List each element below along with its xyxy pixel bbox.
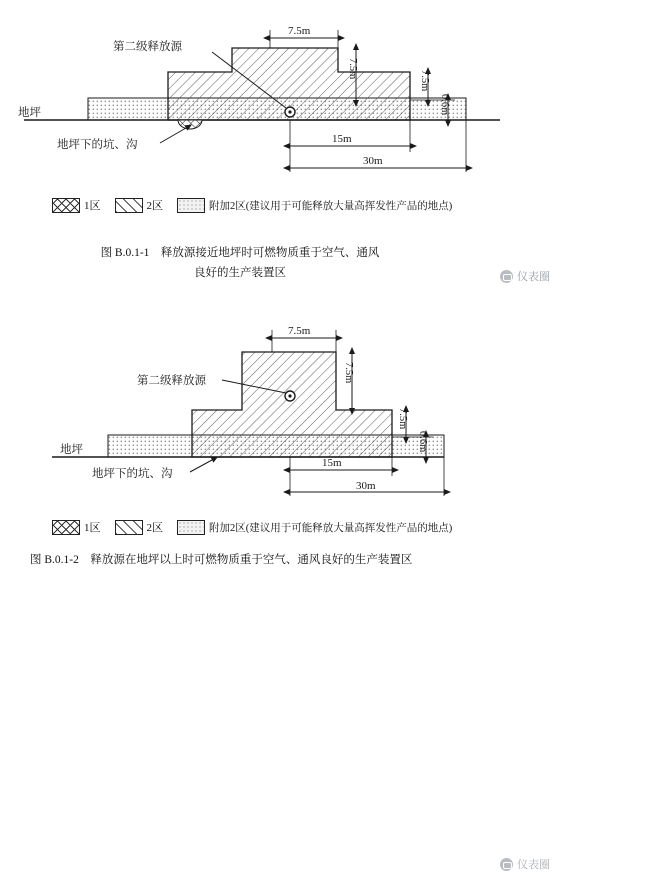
legend-swatch-zone2-extra-icon xyxy=(177,198,205,213)
figure-2-dim-right-outer: 7.5m xyxy=(397,408,408,430)
figure-1-dim-top: 7.5m xyxy=(288,25,311,37)
figure-2-caption-line1: 图 B.0.1-2 释放源在地坪以上时可燃物质重于空气、通风良好的生产装置区 xyxy=(30,554,413,566)
figure-2-dim-right-low: 0.6m xyxy=(417,431,428,453)
legend-swatch-zone1-icon xyxy=(52,520,80,535)
figure-2-label-source: 第二级释放源 xyxy=(137,375,206,387)
legend-label-zone1: 1区 xyxy=(84,522,101,534)
figure-1-caption-line1: 图 B.0.1-1 释放源接近地坪时可燃物质重于空气、通风 xyxy=(100,247,380,259)
watermark-text: 仪表圈 xyxy=(517,859,550,871)
legend-label-zone2: 2区 xyxy=(146,522,163,534)
figure-2-legend xyxy=(52,519,452,535)
figure-1-dim-right-low: 0.6m xyxy=(439,94,450,116)
figure-1-label-source: 第二级释放源 xyxy=(113,41,182,53)
watermark-2 xyxy=(500,856,550,872)
figure-1-dim-right-inner: 7.5m xyxy=(347,58,358,80)
figure-1-caption-line2: 良好的生产装置区 xyxy=(194,267,286,279)
watermark-1 xyxy=(500,268,550,284)
watermark-text: 仪表圈 xyxy=(517,271,550,283)
figure-2-label-pit: 地坪下的坑、沟 xyxy=(92,468,173,480)
figure-1-label-pit: 地坪下的坑、沟 xyxy=(57,139,138,151)
legend-label-zone2: 2区 xyxy=(146,200,163,212)
figure-1-label-ground: 地坪 xyxy=(18,107,41,119)
figure-1-dim-mid: 15m xyxy=(332,133,352,145)
figure-2-dim-bottom: 30m xyxy=(356,480,376,492)
figure-1-dim-right-outer: 7.5m xyxy=(419,70,430,92)
legend-label-zone2-extra: 附加2区(建议用于可能释放大量高挥发性产品的地点) xyxy=(209,200,453,212)
legend-label-zone2-extra: 附加2区(建议用于可能释放大量高挥发性产品的地点) xyxy=(209,522,453,534)
figure-1-legend xyxy=(52,197,452,213)
figure-2-label-ground: 地坪 xyxy=(60,444,83,456)
watermark-logo-icon xyxy=(500,858,513,871)
figure-2-dim-top: 7.5m xyxy=(288,325,311,337)
figure-1-dim-bottom: 30m xyxy=(363,155,383,167)
legend-swatch-zone2-icon xyxy=(115,198,143,213)
legend-swatch-zone2-icon xyxy=(115,520,143,535)
legend-swatch-zone2-extra-icon xyxy=(177,520,205,535)
watermark-logo-icon xyxy=(500,270,513,283)
figure-2-dim-right-inner: 7.5m xyxy=(343,362,354,384)
legend-label-zone1: 1区 xyxy=(84,200,101,212)
legend-swatch-zone1-icon xyxy=(52,198,80,213)
figure-1 xyxy=(0,0,649,300)
figure-2-dim-mid: 15m xyxy=(322,457,342,469)
figure-2 xyxy=(0,300,649,871)
